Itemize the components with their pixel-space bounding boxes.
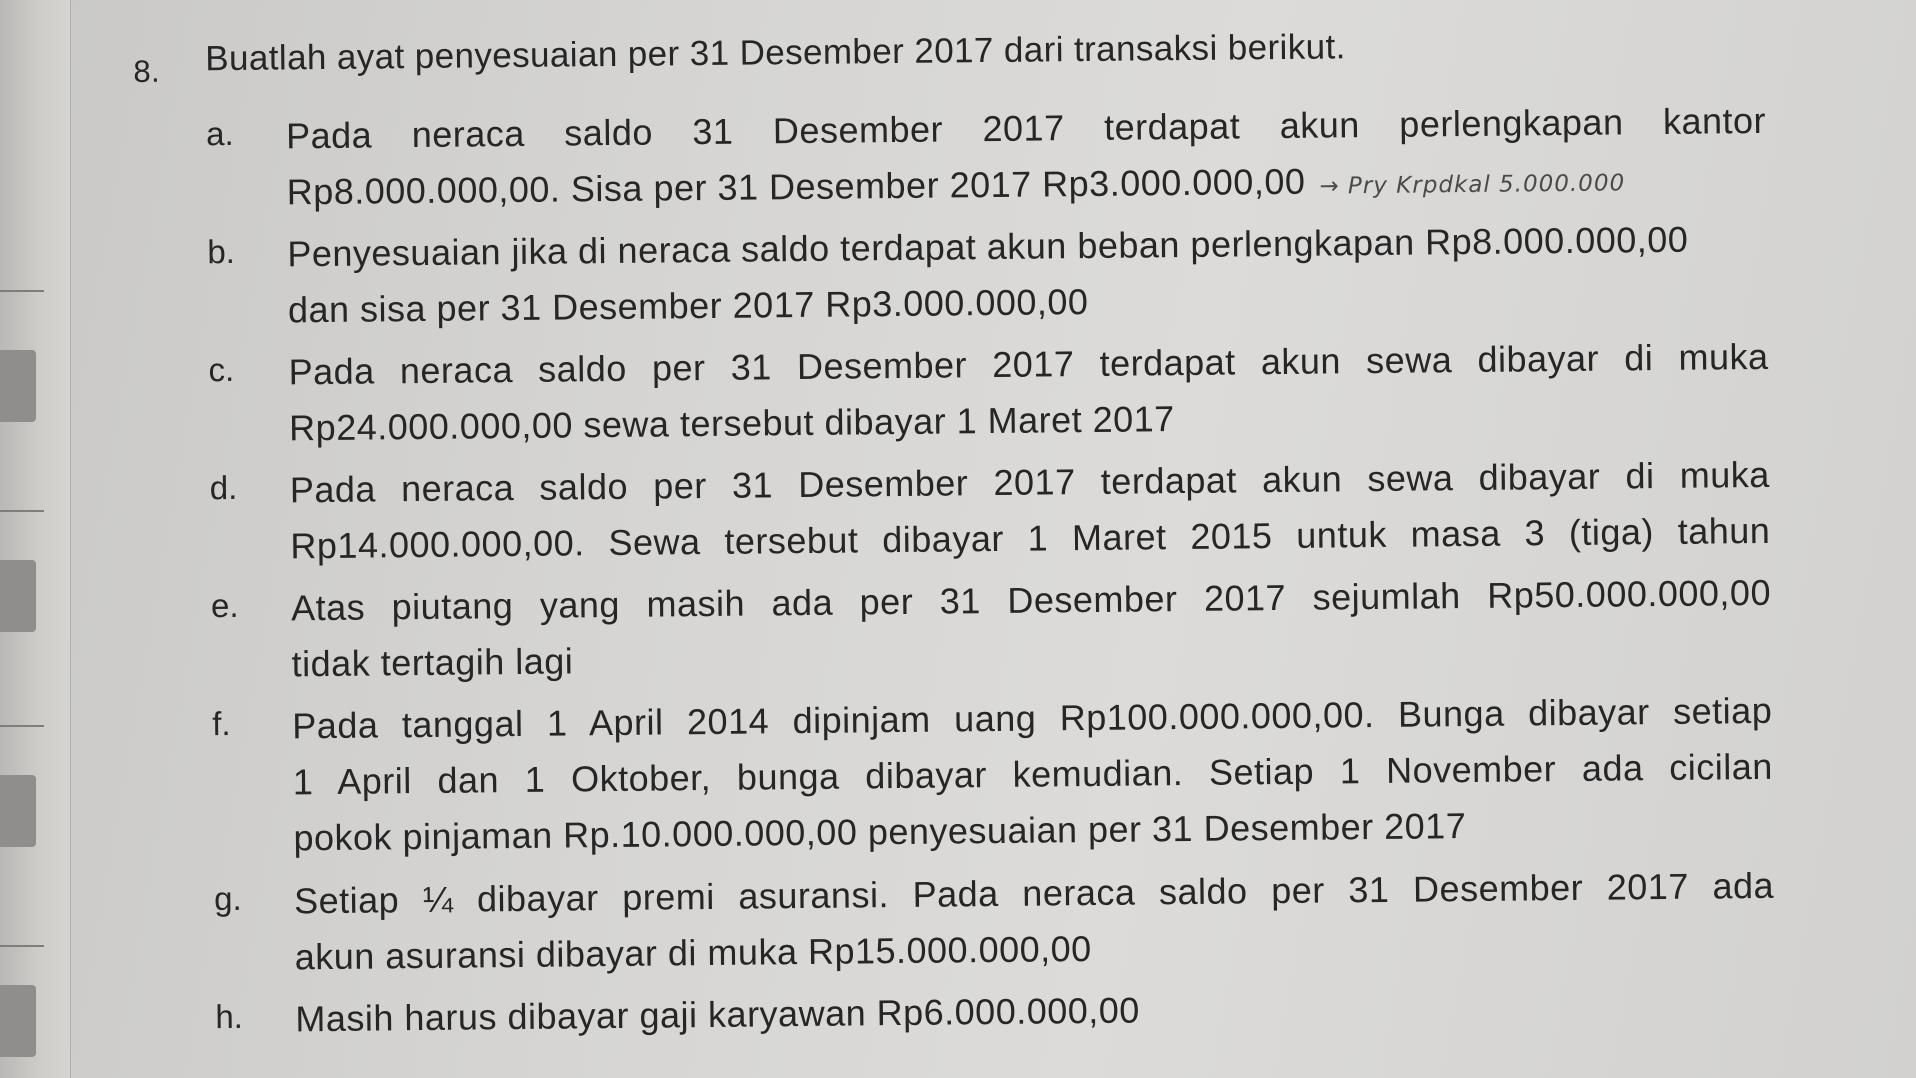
list-item: [205, 92, 1866, 213]
item-letter: d.: [209, 468, 238, 507]
exercise-page: [130, 12, 1901, 1070]
item-body: [291, 565, 1772, 692]
binding-tab: [0, 350, 36, 422]
item-letter: b.: [207, 232, 236, 271]
item-line: dan sisa per 31 Desember 2017 Rp3.000.000,00: [287, 280, 1089, 331]
item-line: Rp14.000.000,00. Sewa tersebut dibayar 1 Maret 2015 untuk masa 3 (tiga) tahun: [290, 509, 1771, 567]
binding-tab: [0, 560, 36, 632]
item-line: tidak tertagih lagi: [291, 640, 574, 685]
item-letter: h.: [215, 997, 244, 1036]
binding-tab: [0, 775, 36, 847]
question-number: 8.: [133, 53, 161, 89]
item-body: [286, 93, 1767, 225]
handwritten-note: → Pry Krpdkal 5.000.000: [1319, 170, 1626, 200]
item-body: [294, 858, 1775, 985]
item-line: akun asuransi dibayar di muka Rp15.000.000,00: [294, 927, 1092, 978]
item-line: Rp24.000.000,00 sewa tersebut dibayar 1 Maret 2017: [288, 398, 1175, 449]
binding-line: [0, 945, 44, 947]
item-body: [292, 683, 1774, 866]
item-body: [295, 976, 1776, 1047]
item-body: [290, 447, 1771, 574]
question-text: Buatlah ayat penyesuaian per 31 Desember 2017 dari transaksi berikut.: [205, 27, 1346, 79]
item-line: Setiap ¼ dibayar premi asuransi. Pada neraca saldo per 31 Desember 2017 ada: [293, 864, 1775, 922]
page-binding-edge: [0, 0, 71, 1078]
item-line: Pada neraca saldo per 31 Desember 2017 terdapat akun sewa dibayar di muka: [289, 453, 1770, 511]
item-letter: c.: [208, 350, 235, 389]
item-line: Atas piutang yang masih ada per 31 Desember 2017 sejumlah Rp50.000.000,00: [290, 571, 1772, 629]
item-line: Masih harus dibayar gaji karyawan Rp6.000.000,00: [295, 989, 1141, 1040]
item-line: Penyesuaian jika di neraca saldo terdapat akun beban perlengkapan Rp8.000.000,00: [287, 218, 1689, 275]
binding-line: [0, 725, 44, 727]
item-line: Pada neraca saldo per 31 Desember 2017 terdapat akun sewa dibayar di muka: [288, 335, 1769, 393]
binding-line: [0, 290, 44, 292]
item-body: [287, 211, 1768, 338]
item-letter: e.: [210, 586, 239, 625]
item-letter: f.: [212, 704, 231, 743]
item-body: [288, 329, 1769, 456]
binding-line: [0, 510, 44, 512]
item-letter: g.: [213, 879, 242, 918]
item-line: Pada neraca saldo 31 Desember 2017 terdapat akun perlengkapan kantor: [285, 99, 1767, 157]
binding-tab: [0, 985, 36, 1057]
item-letter: a.: [205, 114, 234, 153]
item-line-text: Rp8.000.000,00. Sisa per 31 Desember 2017 Rp3.000.000,00: [286, 160, 1306, 213]
item-line: pokok pinjaman Rp.10.000.000,00 penyesuaian per 31 Desember 2017: [293, 805, 1467, 859]
item-line: Pada tanggal 1 April 2014 dipinjam uang Rp100.000.000,00. Bunga dibayar setiap: [292, 689, 1773, 747]
item-line: 1 April dan 1 Oktober, bunga dibayar kemudian. Setiap 1 November ada cicilan: [292, 745, 1774, 803]
